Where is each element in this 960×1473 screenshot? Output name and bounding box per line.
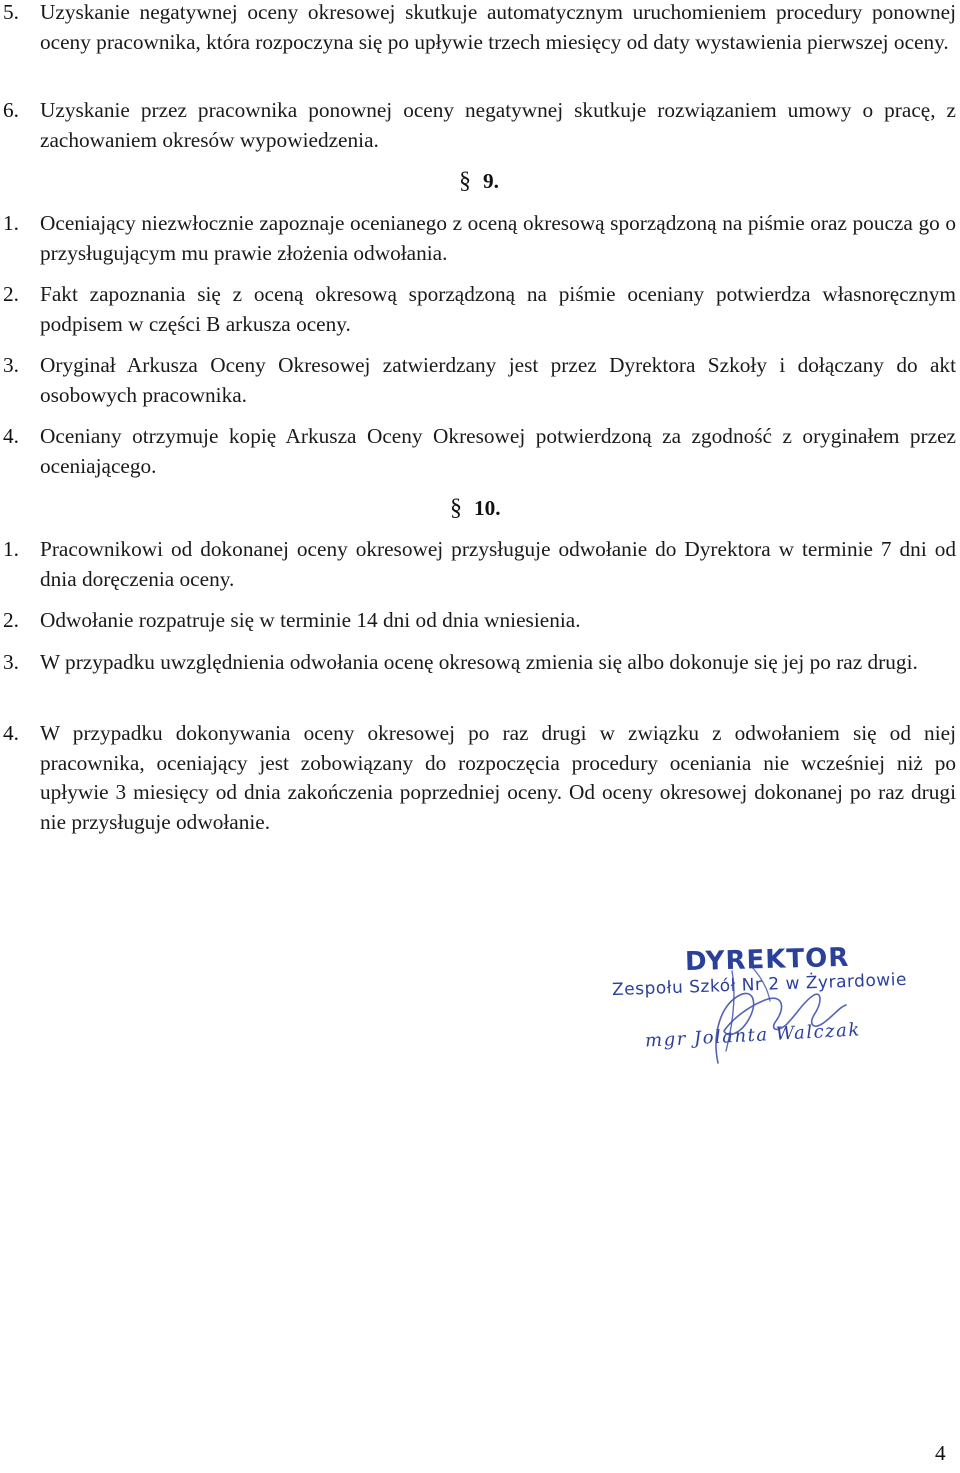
- section-sign: §: [459, 168, 471, 194]
- stamp-title: DYREKTOR: [684, 942, 850, 978]
- section-heading-10: [450, 494, 501, 524]
- item-text: Oceniający niezwłocznie zapoznaje ocenianego z oceną okresową sporządzoną na piśmie oraz poucza go o przysługującym mu prawie złożenia odwołania.: [40, 211, 956, 265]
- item-number: 5.: [3, 0, 19, 24]
- stamp-person: mgr Jolanta Walczak: [644, 1019, 862, 1052]
- item-number: 4.: [3, 721, 19, 745]
- list-item: [0, 280, 960, 339]
- list-item: [0, 535, 960, 594]
- item-text: Pracownikowi od dokonanej oceny okresowej przysługuje odwołanie do Dyrektora w terminie 7 dni od dnia doręczenia oceny.: [40, 537, 956, 591]
- section-number: 9.: [483, 169, 499, 193]
- item-text: Uzyskanie negatywnej oceny okresowej skutkuje automatycznym uruchomieniem procedury ponownej oceny pracownika, która rozpoczyna się po upływie trzech miesięcy od daty wystawienia pierwszej oceny.: [40, 0, 956, 54]
- item-number: 3.: [3, 353, 19, 377]
- section-number: 10.: [474, 496, 501, 520]
- item-number: 1.: [3, 211, 19, 235]
- list-item: [0, 96, 960, 155]
- list-item: [0, 0, 960, 57]
- item-number: 2.: [3, 608, 19, 632]
- director-stamp: [600, 935, 930, 1085]
- list-item: [0, 351, 960, 410]
- item-text: Uzyskanie przez pracownika ponownej oceny negatywnej skutkuje rozwiązaniem umowy o pracę, z zachowaniem okresów wypowiedzenia.: [40, 98, 956, 152]
- section-sign: §: [450, 495, 462, 521]
- stamp-school: Zespołu Szkół Nr 2 w Żyrardowie: [611, 969, 908, 1001]
- list-item: [0, 422, 960, 481]
- item-text: Oceniany otrzymuje kopię Arkusza Oceny Okresowej potwierdzoną za zgodność z oryginałem przez oceniającego.: [40, 424, 956, 478]
- item-text: W przypadku uwzględnienia odwołania ocenę okresową zmienia się albo dokonuje się jej po raz drugi.: [40, 650, 918, 674]
- item-number: 1.: [3, 537, 19, 561]
- list-item: [0, 648, 960, 678]
- list-item: [0, 209, 960, 268]
- list-item: [0, 606, 960, 636]
- item-number: 6.: [3, 98, 19, 122]
- item-number: 3.: [3, 650, 19, 674]
- item-number: 4.: [3, 424, 19, 448]
- item-text: Fakt zapoznania się z oceną okresową sporządzoną na piśmie oceniany potwierdza własnoręcznym podpisem w części B arkusza oceny.: [40, 282, 956, 336]
- item-text: W przypadku dokonywania oceny okresowej po raz drugi w związku z odwołaniem się od niej pracownika, oceniający jest zobowiązany do rozpoczęcia procedury oceniania nie wcześniej niż po upływie 3 miesięcy od dnia zakończenia poprzedniej oceny. Od oceny okresowej dokonanej po raz drugi nie przysługuje odwołanie.: [40, 721, 956, 834]
- section-heading-9: [459, 167, 499, 197]
- item-text: Odwołanie rozpatruje się w terminie 14 dni od dnia wniesienia.: [40, 608, 581, 632]
- item-number: 2.: [3, 282, 19, 306]
- list-item: [0, 719, 960, 837]
- page-number: 4: [935, 1441, 946, 1465]
- item-text: Oryginał Arkusza Oceny Okresowej zatwierdzany jest przez Dyrektora Szkoły i dołączany do akt osobowych pracownika.: [40, 353, 956, 407]
- handwritten-signature: [600, 935, 930, 1085]
